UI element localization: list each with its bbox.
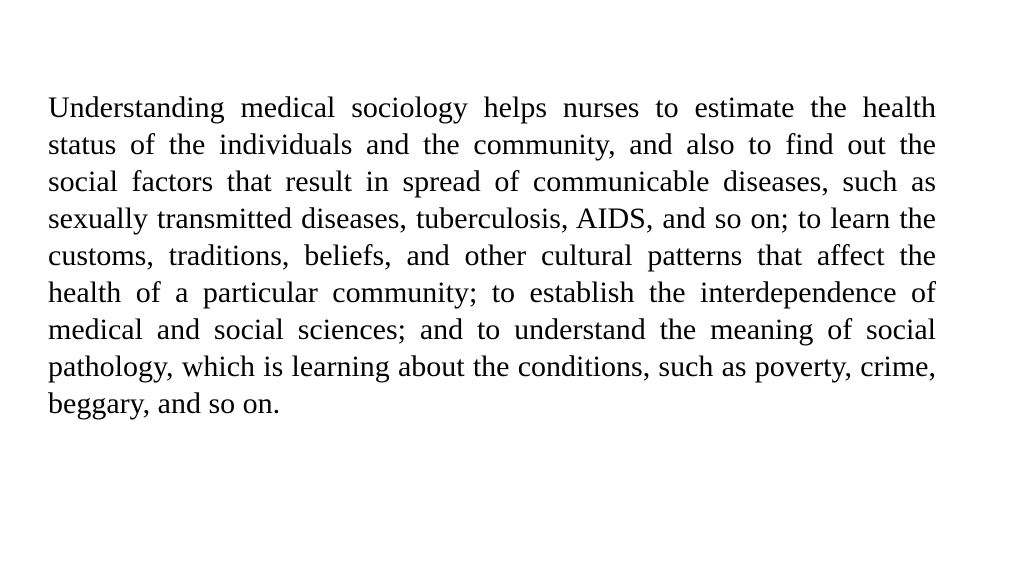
- body-paragraph: Understanding medical sociology helps nurses to estimate the health status of the individuals and the community, and also to find out the social factors that result in spread of communicable diseases, such as sexually transmitted diseases, tuberculosis, AIDS, and so on; to learn the customs, traditions, beliefs, and other cultural patterns that affect the health of a particular community; to establish the interdependence of medical and social sciences; and to understand the meaning of social pathology, which is learning about the conditions, such as poverty, crime, beggary, and so on.: [48, 91, 936, 420]
